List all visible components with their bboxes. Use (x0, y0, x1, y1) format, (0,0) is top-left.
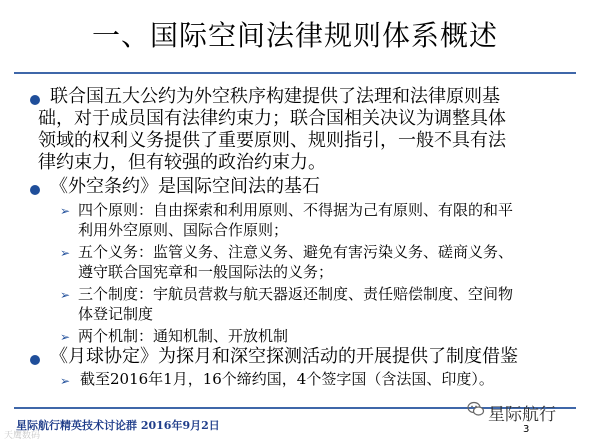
arrow-bullet-icon: ➢ (60, 246, 71, 260)
arrow-bullet-icon: ➢ (60, 288, 71, 302)
bullet-icon (30, 355, 40, 365)
sub-2-2-line-1: 五个义务：监管义务、注意义务、避免有害污染义务、磋商义务、 (78, 243, 514, 261)
sub-2-3-line-2: 体登记制度 (78, 305, 154, 323)
sub-2-1-line-2: 利用外空原则、国际合作原则； (78, 221, 289, 239)
arrow-bullet-icon: ➢ (60, 330, 71, 344)
bullet-icon (30, 185, 40, 195)
footer-text: 星际航行精英技术讨论群 2016年9月2日 (16, 419, 220, 432)
sub-2-4-line-1: 两个机制：通知机制、开放机制 (78, 327, 289, 345)
arrow-bullet-icon: ➢ (60, 374, 71, 388)
watermark-text: 星际航行 (488, 405, 556, 425)
corner-watermark: 天鹰数码 (4, 431, 41, 441)
bullet-2-line-1: 《外空条约》是国际空间法的基石 (50, 176, 320, 197)
bullet-3-line-1: 《月球协定》为探月和深空探测活动的开展提供了制度借鉴 (50, 346, 518, 367)
wechat-icon (467, 400, 485, 418)
bullet-1-line-1: 联合国五大公约为外空秩序构建提供了法理和法律原则基 (50, 86, 500, 107)
bullet-1-line-2: 础，对于成员国有法律约束力；联合国相关决议为调整具体 (38, 108, 506, 129)
sub-2-2-line-2: 遵守联合国宪章和一般国际法的义务； (78, 263, 334, 281)
sub-3-1-line-1: 截至2016年1月，16个缔约国，4个签字国（含法国、印度）。 (80, 370, 494, 388)
slide-title: 一、国际空间法律规则体系概述 (91, 19, 498, 52)
bullet-icon (30, 95, 40, 105)
sub-2-3-line-1: 三个制度：宇航员营救与航天器返还制度、责任赔偿制度、空间物 (78, 285, 514, 303)
bullet-1-line-4: 律约束力，但有较强的政治约束力。 (38, 152, 326, 173)
sub-2-1-line-1: 四个原则：自由探索和利用原则、不得据为己有原则、有限的和平 (78, 201, 514, 219)
page-number: 3 (523, 424, 530, 435)
arrow-bullet-icon: ➢ (60, 204, 71, 218)
bullet-1-line-3: 领域的权利义务提供了重要原则、规则指引，一般不具有法 (38, 130, 506, 151)
